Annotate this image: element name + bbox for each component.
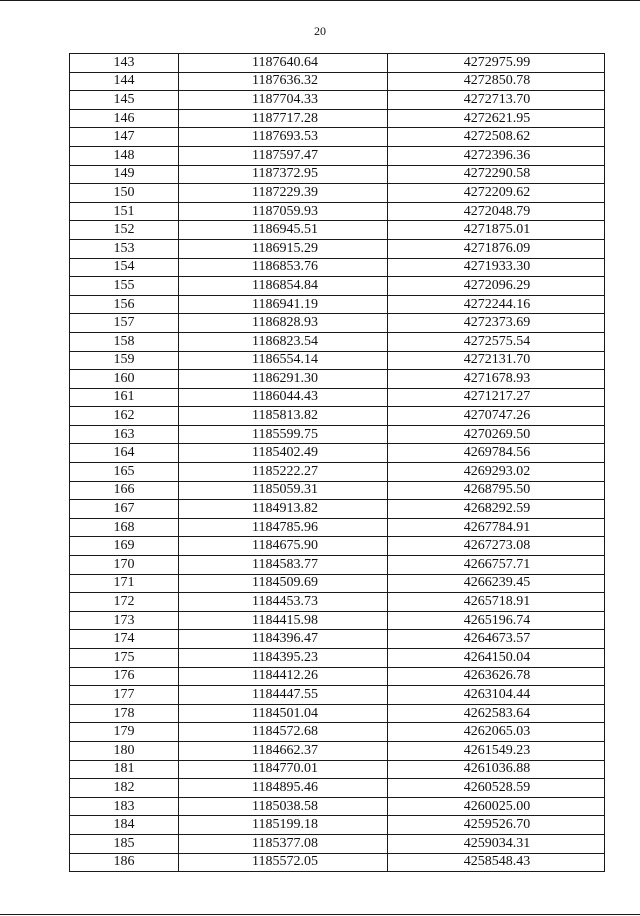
table-row: [70, 779, 605, 798]
y-coordinate-cell: 4271678.93: [388, 370, 605, 389]
x-coordinate-cell: 1187597.47: [179, 146, 388, 165]
table-row: [70, 314, 605, 333]
table-row: [70, 72, 605, 91]
point-number-cell: 175: [70, 649, 179, 668]
y-coordinate-cell: 4269784.56: [388, 444, 605, 463]
point-number-cell: 185: [70, 834, 179, 853]
y-coordinate-cell: 4272575.54: [388, 332, 605, 351]
table-row: [70, 295, 605, 314]
point-number-cell: 148: [70, 146, 179, 165]
point-number-cell: 177: [70, 686, 179, 705]
y-coordinate-cell: 4268292.59: [388, 500, 605, 519]
point-number-cell: 151: [70, 202, 179, 221]
table-row: [70, 239, 605, 258]
point-number-cell: 180: [70, 741, 179, 760]
table-row: [70, 500, 605, 519]
point-number-cell: 149: [70, 165, 179, 184]
x-coordinate-cell: 1187640.64: [179, 54, 388, 73]
x-coordinate-cell: 1185038.58: [179, 797, 388, 816]
table-row: [70, 109, 605, 128]
point-number-cell: 159: [70, 351, 179, 370]
point-number-cell: 156: [70, 295, 179, 314]
x-coordinate-cell: 1184501.04: [179, 704, 388, 723]
point-number-cell: 154: [70, 258, 179, 277]
x-coordinate-cell: 1187229.39: [179, 184, 388, 203]
y-coordinate-cell: 4269293.02: [388, 463, 605, 482]
table-row: [70, 704, 605, 723]
y-coordinate-cell: 4272244.16: [388, 295, 605, 314]
y-coordinate-cell: 4267273.08: [388, 537, 605, 556]
x-coordinate-cell: 1186823.54: [179, 332, 388, 351]
y-coordinate-cell: 4271933.30: [388, 258, 605, 277]
y-coordinate-cell: 4265196.74: [388, 611, 605, 630]
point-number-cell: 146: [70, 109, 179, 128]
y-coordinate-cell: 4272975.99: [388, 54, 605, 73]
table-row: [70, 351, 605, 370]
x-coordinate-cell: 1185572.05: [179, 853, 388, 872]
point-number-cell: 161: [70, 388, 179, 407]
point-number-cell: 182: [70, 779, 179, 798]
x-coordinate-cell: 1187704.33: [179, 91, 388, 110]
y-coordinate-cell: 4272713.70: [388, 91, 605, 110]
point-number-cell: 166: [70, 481, 179, 500]
x-coordinate-cell: 1184662.37: [179, 741, 388, 760]
x-coordinate-cell: 1184415.98: [179, 611, 388, 630]
point-number-cell: 176: [70, 667, 179, 686]
x-coordinate-cell: 1184675.90: [179, 537, 388, 556]
y-coordinate-cell: 4271876.09: [388, 239, 605, 258]
table-row: [70, 407, 605, 426]
y-coordinate-cell: 4266757.71: [388, 556, 605, 575]
table-row: [70, 593, 605, 612]
point-number-cell: 143: [70, 54, 179, 73]
x-coordinate-cell: 1185402.49: [179, 444, 388, 463]
scan-edge-top: [0, 0, 640, 1]
y-coordinate-cell: 4272373.69: [388, 314, 605, 333]
x-coordinate-cell: 1184447.55: [179, 686, 388, 705]
x-coordinate-cell: 1184785.96: [179, 518, 388, 537]
table-row: [70, 184, 605, 203]
y-coordinate-cell: 4268795.50: [388, 481, 605, 500]
table-row: [70, 574, 605, 593]
y-coordinate-cell: 4271875.01: [388, 221, 605, 240]
point-number-cell: 165: [70, 463, 179, 482]
point-number-cell: 170: [70, 556, 179, 575]
table-row: [70, 797, 605, 816]
y-coordinate-cell: 4260025.00: [388, 797, 605, 816]
y-coordinate-cell: 4260528.59: [388, 779, 605, 798]
y-coordinate-cell: 4261549.23: [388, 741, 605, 760]
point-number-cell: 169: [70, 537, 179, 556]
x-coordinate-cell: 1186291.30: [179, 370, 388, 389]
table-row: [70, 649, 605, 668]
y-coordinate-cell: 4259034.31: [388, 834, 605, 853]
table-row: [70, 686, 605, 705]
table-row: [70, 165, 605, 184]
table-row: [70, 537, 605, 556]
x-coordinate-cell: 1185377.08: [179, 834, 388, 853]
x-coordinate-cell: 1187059.93: [179, 202, 388, 221]
point-number-cell: 183: [70, 797, 179, 816]
point-number-cell: 163: [70, 425, 179, 444]
x-coordinate-cell: 1184895.46: [179, 779, 388, 798]
point-number-cell: 172: [70, 593, 179, 612]
x-coordinate-cell: 1186941.19: [179, 295, 388, 314]
x-coordinate-cell: 1186828.93: [179, 314, 388, 333]
point-number-cell: 147: [70, 128, 179, 147]
y-coordinate-cell: 4272209.62: [388, 184, 605, 203]
table-row: [70, 816, 605, 835]
x-coordinate-cell: 1184395.23: [179, 649, 388, 668]
table-row: [70, 146, 605, 165]
x-coordinate-cell: 1185222.27: [179, 463, 388, 482]
table-row: [70, 853, 605, 872]
x-coordinate-cell: 1184572.68: [179, 723, 388, 742]
x-coordinate-cell: 1184913.82: [179, 500, 388, 519]
x-coordinate-cell: 1186853.76: [179, 258, 388, 277]
x-coordinate-cell: 1186854.84: [179, 277, 388, 296]
y-coordinate-cell: 4272290.58: [388, 165, 605, 184]
x-coordinate-cell: 1186554.14: [179, 351, 388, 370]
table-row: [70, 388, 605, 407]
table-row: [70, 481, 605, 500]
y-coordinate-cell: 4259526.70: [388, 816, 605, 835]
table-row: [70, 741, 605, 760]
point-number-cell: 144: [70, 72, 179, 91]
y-coordinate-cell: 4262583.64: [388, 704, 605, 723]
y-coordinate-cell: 4271217.27: [388, 388, 605, 407]
x-coordinate-cell: 1187717.28: [179, 109, 388, 128]
y-coordinate-cell: 4272131.70: [388, 351, 605, 370]
point-number-cell: 178: [70, 704, 179, 723]
point-number-cell: 153: [70, 239, 179, 258]
y-coordinate-cell: 4265718.91: [388, 593, 605, 612]
x-coordinate-cell: 1186945.51: [179, 221, 388, 240]
table-row: [70, 128, 605, 147]
x-coordinate-cell: 1185599.75: [179, 425, 388, 444]
table-row: [70, 425, 605, 444]
point-number-cell: 162: [70, 407, 179, 426]
table-row: [70, 444, 605, 463]
x-coordinate-cell: 1184509.69: [179, 574, 388, 593]
x-coordinate-cell: 1186915.29: [179, 239, 388, 258]
x-coordinate-cell: 1187693.53: [179, 128, 388, 147]
y-coordinate-cell: 4272096.29: [388, 277, 605, 296]
y-coordinate-cell: 4264150.04: [388, 649, 605, 668]
x-coordinate-cell: 1187636.32: [179, 72, 388, 91]
point-number-cell: 179: [70, 723, 179, 742]
point-number-cell: 173: [70, 611, 179, 630]
y-coordinate-cell: 4264673.57: [388, 630, 605, 649]
point-number-cell: 164: [70, 444, 179, 463]
table-row: [70, 91, 605, 110]
point-number-cell: 168: [70, 518, 179, 537]
y-coordinate-cell: 4270269.50: [388, 425, 605, 444]
point-number-cell: 152: [70, 221, 179, 240]
y-coordinate-cell: 4261036.88: [388, 760, 605, 779]
y-coordinate-cell: 4272508.62: [388, 128, 605, 147]
point-number-cell: 160: [70, 370, 179, 389]
coordinates-table: [69, 53, 605, 872]
y-coordinate-cell: 4263626.78: [388, 667, 605, 686]
x-coordinate-cell: 1184583.77: [179, 556, 388, 575]
y-coordinate-cell: 4272048.79: [388, 202, 605, 221]
table-row: [70, 760, 605, 779]
y-coordinate-cell: 4272850.78: [388, 72, 605, 91]
x-coordinate-cell: 1185059.31: [179, 481, 388, 500]
x-coordinate-cell: 1185813.82: [179, 407, 388, 426]
point-number-cell: 167: [70, 500, 179, 519]
table-row: [70, 630, 605, 649]
table-row: [70, 332, 605, 351]
point-number-cell: 171: [70, 574, 179, 593]
point-number-cell: 155: [70, 277, 179, 296]
table-row: [70, 221, 605, 240]
point-number-cell: 184: [70, 816, 179, 835]
point-number-cell: 150: [70, 184, 179, 203]
table-row: [70, 556, 605, 575]
table-row: [70, 834, 605, 853]
x-coordinate-cell: 1185199.18: [179, 816, 388, 835]
table-row: [70, 518, 605, 537]
y-coordinate-cell: 4272396.36: [388, 146, 605, 165]
y-coordinate-cell: 4262065.03: [388, 723, 605, 742]
table-row: [70, 202, 605, 221]
table-row: [70, 258, 605, 277]
y-coordinate-cell: 4263104.44: [388, 686, 605, 705]
scan-edge-bottom: [0, 914, 640, 915]
x-coordinate-cell: 1184770.01: [179, 760, 388, 779]
x-coordinate-cell: 1186044.43: [179, 388, 388, 407]
table-row: [70, 723, 605, 742]
x-coordinate-cell: 1184453.73: [179, 593, 388, 612]
y-coordinate-cell: 4272621.95: [388, 109, 605, 128]
x-coordinate-cell: 1187372.95: [179, 165, 388, 184]
y-coordinate-cell: 4258548.43: [388, 853, 605, 872]
table-row: [70, 667, 605, 686]
table-row: [70, 277, 605, 296]
point-number-cell: 157: [70, 314, 179, 333]
table-row: [70, 370, 605, 389]
point-number-cell: 181: [70, 760, 179, 779]
table-row: [70, 611, 605, 630]
y-coordinate-cell: 4267784.91: [388, 518, 605, 537]
point-number-cell: 186: [70, 853, 179, 872]
table-row: [70, 54, 605, 73]
y-coordinate-cell: 4270747.26: [388, 407, 605, 426]
page-number: 20: [314, 24, 326, 38]
table-row: [70, 463, 605, 482]
coordinates-table-body: [70, 54, 605, 872]
y-coordinate-cell: 4266239.45: [388, 574, 605, 593]
x-coordinate-cell: 1184396.47: [179, 630, 388, 649]
x-coordinate-cell: 1184412.26: [179, 667, 388, 686]
point-number-cell: 174: [70, 630, 179, 649]
point-number-cell: 158: [70, 332, 179, 351]
point-number-cell: 145: [70, 91, 179, 110]
